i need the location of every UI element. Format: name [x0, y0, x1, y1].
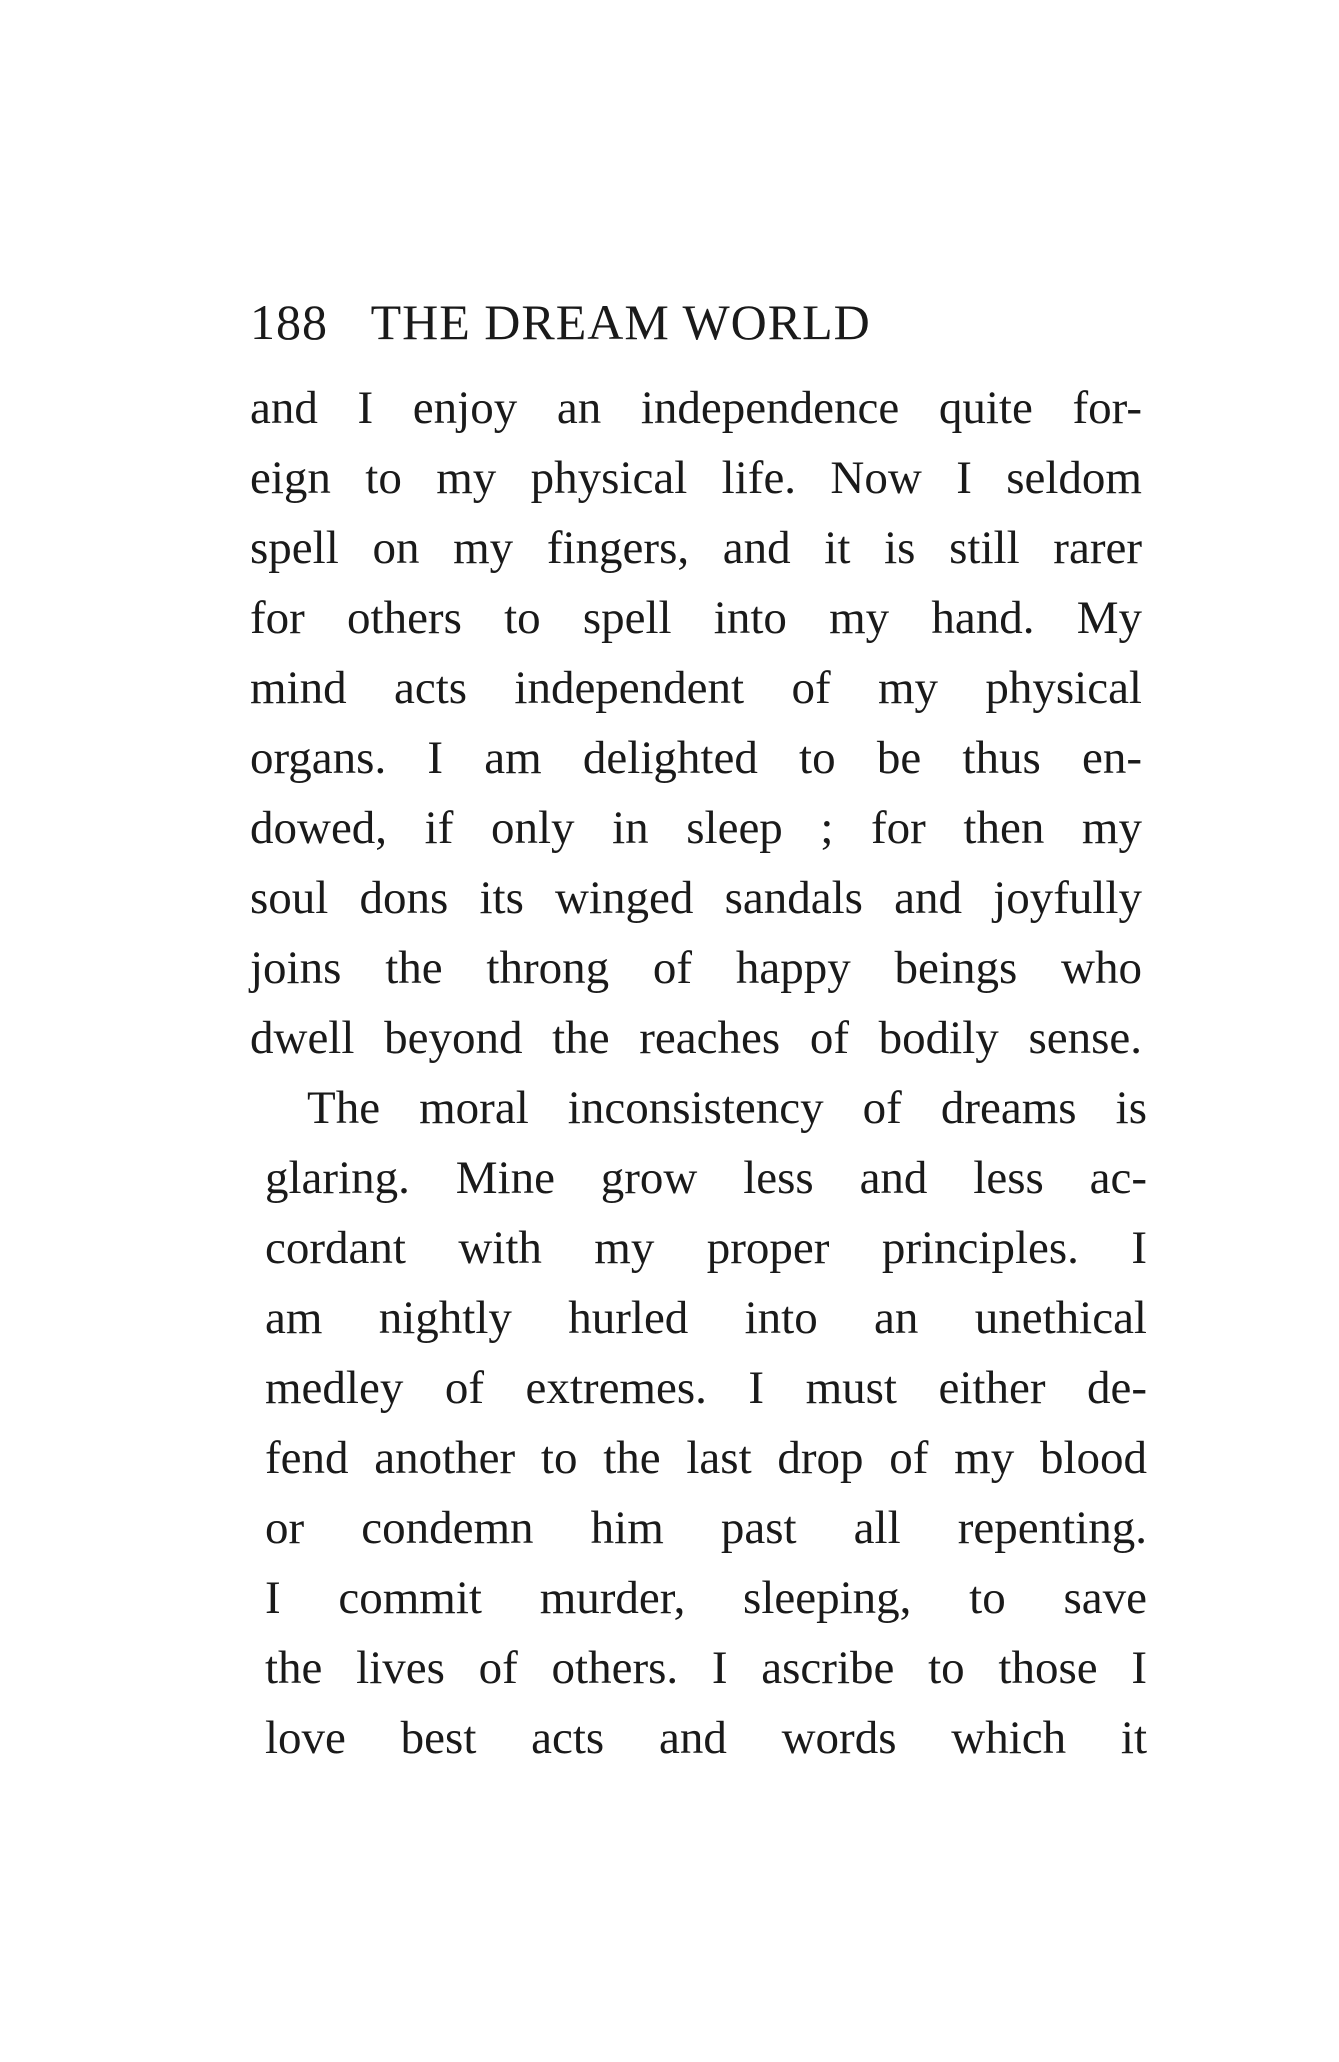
- text-line: for others to spell into my hand. My: [250, 592, 1142, 644]
- page-number: 188: [250, 294, 328, 350]
- text-line: the lives of others. I ascribe to those I: [265, 1642, 1147, 1694]
- text-line: medley of extremes. I must either de-: [265, 1362, 1147, 1414]
- text-line: eign to my physical life. Now I seldom: [250, 452, 1142, 504]
- text-line: am nightly hurled into an unethical: [265, 1292, 1147, 1344]
- text-line: spell on my fingers, and it is still rarer: [250, 522, 1142, 574]
- text-line: I commit murder, sleeping, to save: [265, 1572, 1147, 1624]
- text-line: dowed, if only in sleep ; for then my: [250, 802, 1142, 854]
- text-line: glaring. Mine grow less and less ac-: [265, 1152, 1147, 1204]
- text-line: or condemn him past all repenting.: [265, 1502, 1147, 1554]
- text-line: mind acts independent of my physical: [250, 662, 1142, 714]
- text-line: fend another to the last drop of my blood: [265, 1432, 1147, 1484]
- text-line: and I enjoy an independence quite for-: [250, 382, 1142, 434]
- running-title: THE DREAM WORLD: [370, 294, 871, 350]
- running-head: [250, 292, 1150, 352]
- text-line: joins the throng of happy beings who: [250, 942, 1142, 994]
- text-line: love best acts and words which it: [265, 1712, 1147, 1764]
- text-line: organs. I am delighted to be thus en-: [250, 732, 1142, 784]
- text-line: The moral inconsistency of dreams is: [307, 1082, 1147, 1134]
- text-line: cordant with my proper principles. I: [265, 1222, 1147, 1274]
- text-line: dwell beyond the reaches of bodily sense.: [250, 1012, 1142, 1064]
- text-line: soul dons its winged sandals and joyfully: [250, 872, 1142, 924]
